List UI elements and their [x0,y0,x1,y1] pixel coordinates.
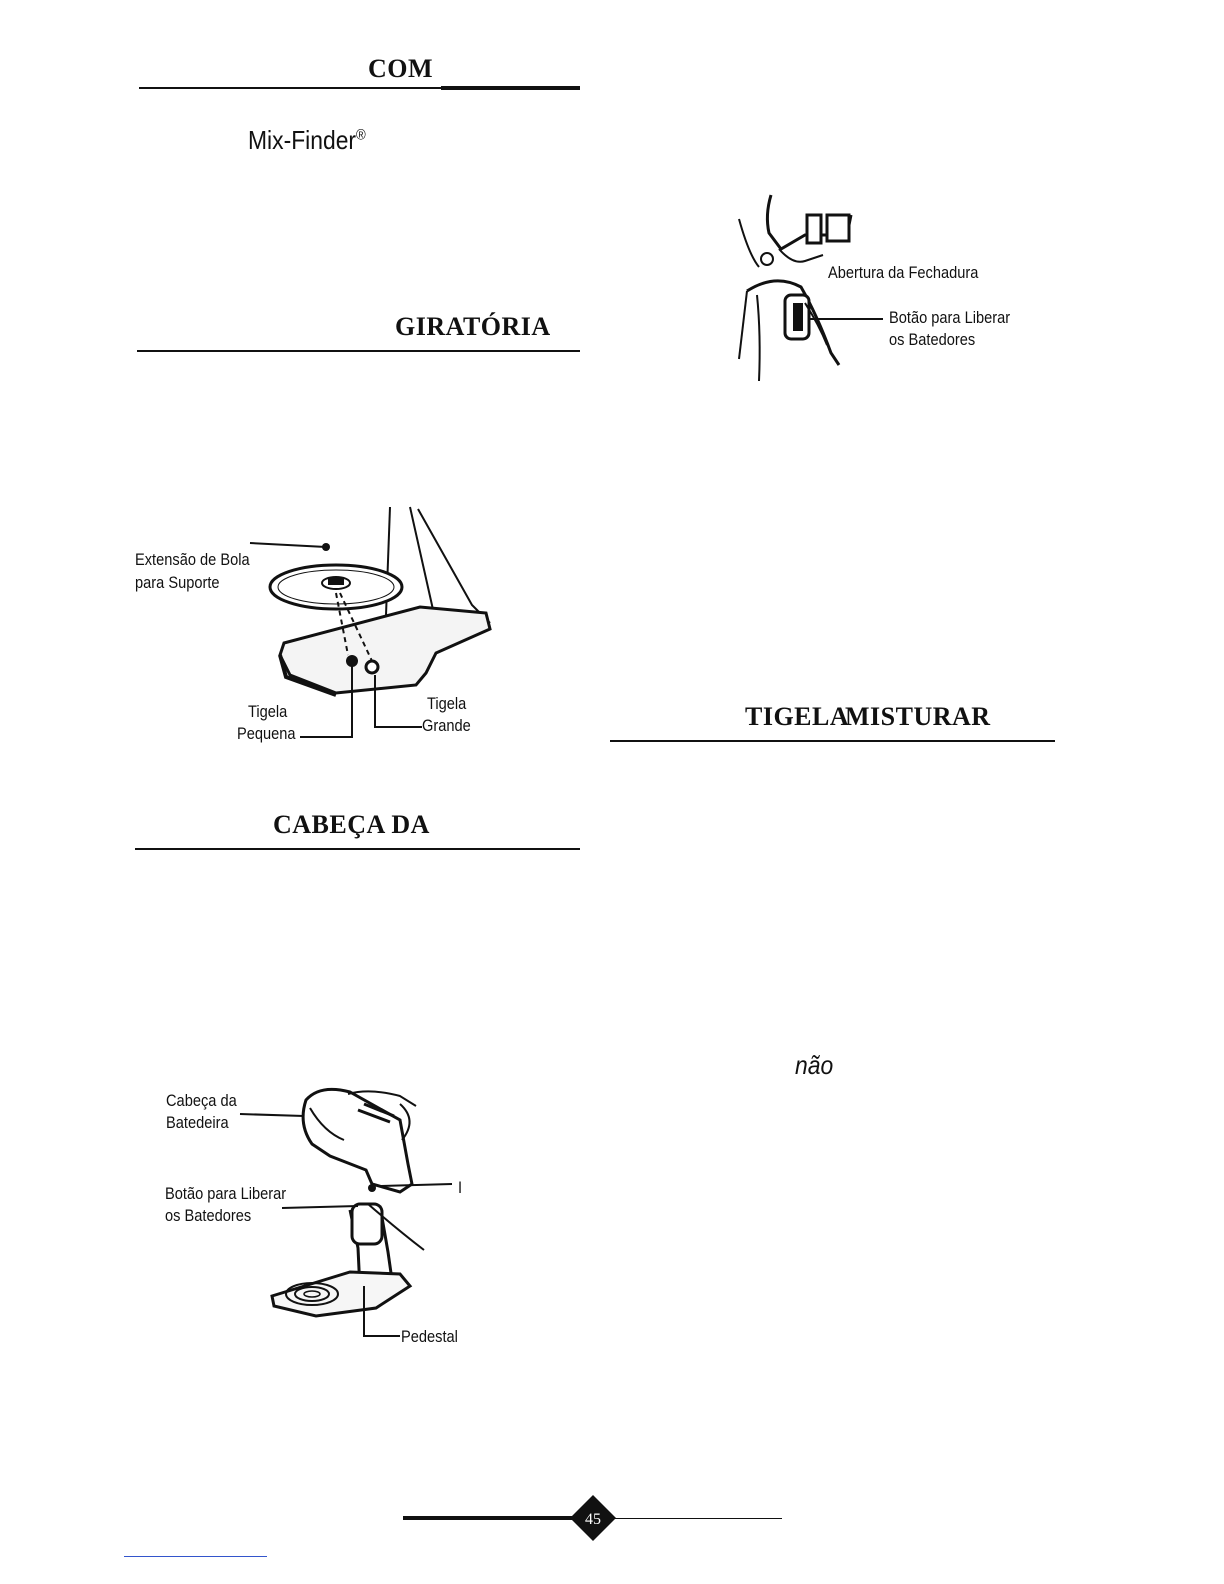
section-rule-com [139,87,441,89]
section-rule-cabeca-da [135,848,580,850]
label-small-bowl-line2: Pequena [237,724,296,743]
footer-blue-underline [124,1556,267,1557]
label-mixer-head-line2: Batedeira [166,1113,229,1132]
page-number: 45 [585,1511,601,1528]
section-heading-com: COM [368,54,434,83]
mix-finder-text [248,125,366,156]
section-rule-tigela-misturar [610,740,1055,742]
section-heading-tigela: TIGELA [745,702,850,731]
latch-illustration [735,195,885,390]
label-large-bowl-line2: Grande [422,716,471,735]
label-mixer-head-line1: Cabeça da [166,1091,237,1110]
label-latch-release-line1: Botão para Liberar [889,308,1011,327]
mix-finder-word: Mix-Finder [248,125,357,155]
section-rule-com-thick [441,86,580,90]
page-number-badge [570,1495,616,1541]
mixer-head-illustration [240,1080,480,1350]
registered-mark: ® [356,126,366,144]
label-pedestal: Pedestal [401,1327,458,1346]
footer-rule-left [403,1516,575,1520]
section-heading-giratoria: GIRATÓRIA [395,312,551,341]
label-extension-line2: para Suporte [135,573,220,592]
label-extension-line1: Extensão de Bola [135,550,250,569]
section-rule-giratoria [137,350,580,352]
label-large-bowl-line1: Tigela [427,694,467,713]
label-head-release-line2: os Batedores [165,1206,252,1225]
label-head-right: I [458,1178,463,1197]
label-latch-release-line2: os Batedores [889,330,976,349]
section-heading-cabeca-da: CABEÇA DA [273,810,430,839]
label-head-release-line1: Botão para Liberar [165,1184,287,1203]
nao-text: não [795,1050,834,1080]
footer-rule-right [612,1518,782,1519]
label-latch-opening: Abertura da Fechadura [828,263,979,282]
label-small-bowl-line1: Tigela [248,702,288,721]
section-heading-misturar: MISTURAR [845,702,991,731]
